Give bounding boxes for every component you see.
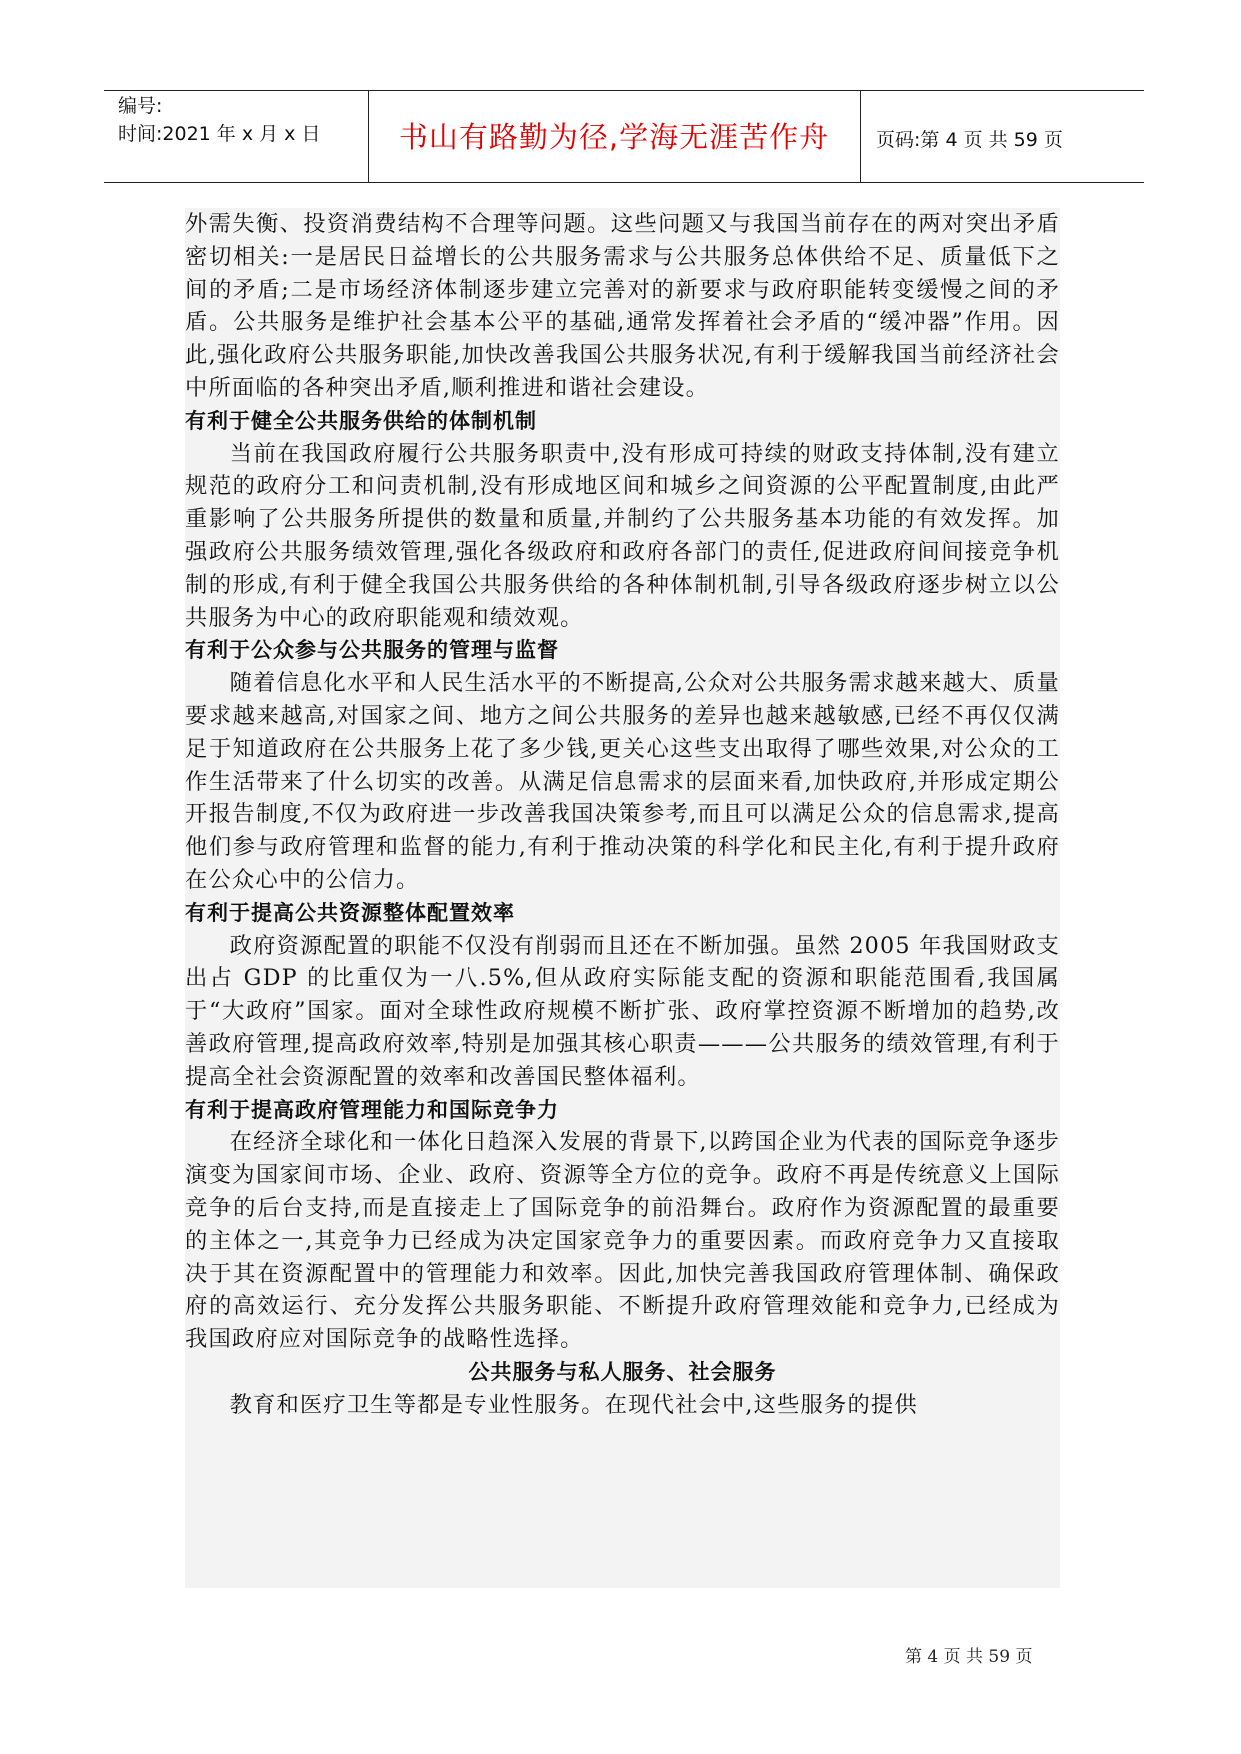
paragraph: 随着信息化水平和人民生活水平的不断提高,公众对公共服务需求越来越大、质量要求越来越高,对国家之间、地方之间公共服务的差异也越来越敏感,已经不再仅仅满足于知道政府在公共服务上花了多少钱,更关心这些支出取得了哪些效果,对公众的工作生活带来了什么切实的改善。从满足信息需求的层面来看,加快政府,并形成定期公开报告制度,不仅为政府进一步改善我国决策参考,而且可以满足公众的信息需求,提高他们参与政府管理和监督的能力,有利于推动决策的科学化和民主化,有利于提升政府在公众心中的公信力。 xyxy=(185,670,1060,893)
serial-label: 编号: xyxy=(118,95,163,117)
paragraph: 当前在我国政府履行公共服务职责中,没有形成可持续的财政支持体制,没有建立规范的政府分工和问责机制,没有形成地区间和城乡之间资源的公平配置制度,由此严重影响了公共服务所提供的数量和质量,并制约了公共服务基本功能的有效发挥。加强政府公共服务绩效管理,强化各级政府和政府各部门的责任,促进政府间间接竞争机制的形成,有利于健全我国公共服务供给的各种体制机制,引导各级政府逐步树立以公共服务为中心的政府职能观和绩效观。 xyxy=(185,440,1060,631)
section-heading: 有利于提高政府管理能力和国际竞争力 xyxy=(185,1097,559,1122)
paragraph: 教育和医疗卫生等都是专业性服务。在现代社会中,这些服务的提供 xyxy=(229,1391,918,1418)
header-bottom-rule xyxy=(104,182,1144,183)
paragraph: 外需失衡、投资消费结构不合理等问题。这些问题又与我国当前存在的两对突出矛盾密切相关:一是居民日益增长的公共服务需求与公共服务总体供给不足、质量低下之间的矛盾;二是市场经济体制逐步建立完善对的新要求与政府职能转变缓慢之间的矛盾。公共服务是维护社会基本公平的基础,通常发挥着社会矛盾的“缓冲器”作用。因此,强化政府公共服务职能,加快改善我国公共服务状况,有利于缓解我国当前经济社会中所面临的各种突出矛盾,顺利推进和谐社会建设。 xyxy=(185,211,1060,401)
document-body xyxy=(185,208,1060,1588)
section-heading: 有利于公众参与公共服务的管理与监督 xyxy=(185,638,559,663)
paragraph: 政府资源配置的职能不仅没有削弱而且还在不断加强。虽然 2005 年我国财政支出占 GDP 的比重仅为一八.5%,但从政府实际能支配的资源和职能范围看,我国属于“大政府”国家。面对全球性政府规模不断扩张、政府掌控资源不断增加的趋势,改善政府管理,提高政府效率,特别是加强其核心职责———公共服务的绩效管理,有利于提高全社会资源配置的效率和改善国民整体福利。 xyxy=(185,932,1060,1090)
header-info xyxy=(118,92,320,148)
section-heading: 有利于健全公共服务供给的体制机制 xyxy=(185,408,537,433)
header-motto: 书山有路勤为径,学海无涯苦作舟 xyxy=(398,120,830,154)
time-label: 时间:2021 年 x 月 x 日 xyxy=(118,123,321,145)
paragraph: 在经济全球化和一体化日趋深入发展的背景下,以跨国企业为代表的国际竞争逐步演变为国家间市场、企业、政府、资源等全方位的竞争。政府不再是传统意义上国际竞争的后台支持,而是直接走上了国际竞争的前沿舞台。政府作为资源配置的最重要的主体之一,其竞争力已经成为决定国家竞争力的重要因素。而政府竞争力又直接取决于其在资源配置中的管理能力和效率。因此,加快完善我国政府管理体制、确保政府的高效运行、充分发挥公共服务职能、不断提升政府管理效能和竞争力,已经成为我国政府应对国际竞争的战略性选择。 xyxy=(185,1129,1060,1353)
header-divider-right xyxy=(860,90,861,182)
footer-page-number: 第 4 页 共 59 页 xyxy=(905,1647,1033,1667)
header-top-rule xyxy=(104,90,1144,91)
section-heading-centered: 公共服务与私人服务、社会服务 xyxy=(468,1359,777,1384)
section-heading: 有利于提高公共资源整体配置效率 xyxy=(185,900,515,925)
header-page-number: 页码:第 4 页 共 59 页 xyxy=(876,129,1063,151)
